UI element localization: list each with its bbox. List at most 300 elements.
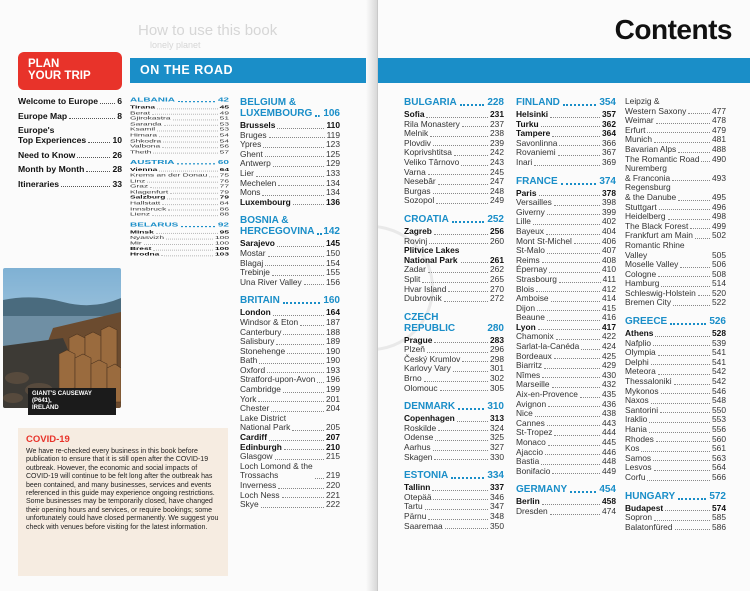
toc-entry-page: 204	[326, 403, 340, 414]
toc-entry-page: 324	[490, 422, 504, 433]
country-heading[interactable]	[240, 97, 340, 119]
country-heading[interactable]	[404, 214, 504, 225]
country-heading[interactable]	[625, 316, 726, 327]
plan-trip-item[interactable]	[18, 96, 122, 106]
toc-entry-name: Prague	[404, 334, 433, 345]
toc-entry-page: 541	[712, 347, 726, 358]
toc-entry-name: Ghent	[240, 148, 263, 159]
country-heading[interactable]	[130, 159, 229, 165]
toc-entry-page: 237	[490, 118, 504, 129]
toc-entry-name: Blois	[516, 283, 535, 294]
toc-entry-name: Olomouc	[404, 382, 438, 393]
toc-entry-name: Rhodes	[625, 433, 654, 444]
toc-entry-page: 296	[490, 344, 504, 355]
country-section	[516, 484, 616, 516]
leader-dots	[536, 291, 600, 292]
plan-trip-item-page: 33	[112, 178, 122, 189]
country-name: BELGIUM & LUXEMBOURG	[240, 97, 313, 119]
toc-entry-page: 239	[490, 137, 504, 148]
leader-dots	[282, 497, 324, 498]
toc-entry-name: Biarritz	[516, 360, 543, 371]
toc-entry-page: 564	[712, 462, 726, 473]
toc-entry-name: Stuttgart	[625, 201, 657, 212]
toc-entry-page: 134	[326, 177, 340, 188]
toc-entry[interactable]	[625, 164, 726, 183]
toc-entry-page: 496	[712, 201, 726, 212]
giants-causeway-photo	[3, 268, 121, 408]
toc-entry[interactable]	[240, 159, 340, 169]
plan-trip-item-label: Month by Month	[18, 164, 85, 174]
toc-entry-name: Ypres	[240, 139, 262, 150]
toc-entry-name: Cambridge	[240, 384, 281, 395]
leader-dots	[542, 504, 600, 505]
contents-title: Contents	[614, 14, 732, 45]
toc-entry-page: 560	[712, 433, 726, 444]
toc-entry-name: Lille	[516, 216, 531, 227]
toc-entry-page: 305	[490, 382, 504, 393]
toc-entry-name: Ksamil	[130, 126, 156, 133]
toc-entry-page: 506	[712, 259, 726, 270]
leader-dots	[651, 403, 710, 404]
toc-entry-name: Graz	[130, 183, 149, 189]
leader-dots	[539, 195, 601, 196]
leader-dots	[170, 193, 217, 194]
toc-entry-page: 542	[712, 376, 726, 387]
toc-entry-page: 64	[219, 166, 229, 173]
toc-entry-name: Mykonos	[625, 385, 659, 396]
leader-dots	[283, 302, 321, 304]
country-heading[interactable]	[625, 491, 726, 502]
leader-dots	[654, 470, 710, 471]
toc-entry-page: 123	[326, 139, 340, 150]
toc-entry[interactable]	[625, 298, 726, 308]
leader-dots	[317, 382, 324, 383]
toc-entry-page: 479	[712, 124, 726, 135]
toc-entry[interactable]	[625, 473, 726, 483]
toc-entry[interactable]	[404, 294, 504, 304]
toc-entry-name: Himara	[130, 131, 157, 138]
leader-dots	[558, 155, 600, 156]
country-heading[interactable]	[404, 470, 504, 481]
toc-entry-page: 399	[602, 206, 616, 217]
plan-trip-item-page: 26	[112, 149, 122, 160]
toc-entry-name: Ajaccio	[516, 446, 543, 457]
toc-entry[interactable]	[240, 198, 340, 208]
leader-dots	[451, 477, 484, 479]
leader-dots	[661, 286, 710, 287]
leader-dots	[649, 422, 710, 423]
toc-entry-page: 367	[602, 147, 616, 158]
toc-entry-name: Bayeux	[516, 225, 544, 236]
toc-entry-name: Sopron	[625, 512, 653, 523]
leader-dots	[580, 397, 600, 398]
toc-entry-page: 220	[326, 480, 340, 490]
toc-entry-name: Athens	[625, 328, 654, 339]
toc-entry[interactable]	[516, 507, 616, 517]
toc-entry[interactable]	[130, 212, 229, 218]
toc-entry-page: 242	[490, 147, 504, 158]
toc-entry-name: London	[240, 307, 271, 318]
toc-entry[interactable]	[240, 414, 340, 433]
toc-entry[interactable]	[404, 196, 504, 206]
toc-entry-page: 77	[219, 183, 229, 189]
toc-entry[interactable]	[130, 149, 229, 155]
toc-entry-page: 201	[326, 393, 340, 404]
country-section	[130, 159, 229, 217]
toc-entry-page: 522	[712, 297, 726, 308]
toc-entry-name: Heidelberg	[625, 211, 666, 222]
toc-entry-name: Bruges	[240, 129, 267, 140]
leader-dots	[680, 267, 710, 268]
country-heading[interactable]	[404, 97, 504, 108]
toc-entry-page: 79	[219, 188, 229, 195]
leader-dots	[556, 339, 600, 340]
country-section	[625, 316, 726, 483]
toc-entry-name: Iraklio	[625, 414, 648, 425]
toc-entry-page: 366	[602, 137, 616, 148]
country-name: BELARUS	[130, 221, 179, 229]
toc-entry-page: 100	[215, 234, 229, 241]
country-heading[interactable]	[130, 222, 229, 228]
toc-entry-name: Leipzig & Western Saxony	[625, 96, 687, 116]
country-page: 526	[709, 316, 726, 328]
leader-dots	[209, 176, 217, 177]
toc-entry-name: Saaremaa	[404, 520, 443, 531]
toc-entry[interactable]	[516, 467, 616, 477]
toc-entry[interactable]	[625, 523, 726, 533]
toc-entry-name: Berlin	[516, 496, 540, 507]
toc-entry-name: Mir	[130, 239, 142, 246]
country-heading[interactable]	[404, 312, 504, 334]
toc-entry-page: 188	[326, 326, 340, 337]
leader-dots	[167, 199, 217, 200]
leader-dots	[668, 219, 711, 220]
toc-entry[interactable]	[130, 252, 229, 258]
toc-entry-name: Skagen	[404, 451, 433, 462]
country-name: GERMANY	[516, 484, 568, 496]
toc-entry-name: Saranda	[130, 120, 162, 127]
toc-entry-page: 231	[490, 109, 504, 119]
leader-dots	[672, 180, 710, 181]
plan-trip-item[interactable]	[18, 150, 122, 160]
toc-entry-page: 154	[326, 257, 340, 268]
toc-entry[interactable]	[404, 453, 504, 463]
leader-dots	[300, 325, 324, 326]
leader-dots	[551, 301, 600, 302]
leader-dots	[654, 520, 710, 521]
toc-entry-name: Regensburg & the Danube	[625, 182, 677, 202]
toc-entry-name: Tartu	[404, 501, 423, 512]
leader-dots	[538, 329, 600, 330]
toc-entry-name: Rila Monastery	[404, 118, 460, 129]
ghost-subtext: lonely planet	[150, 40, 201, 50]
photo-caption: GIANT'S CAUSEWAY (P641), IRELAND	[28, 388, 116, 415]
toc-entry-name: Sarajevo	[240, 238, 275, 249]
country-heading[interactable]	[404, 401, 504, 412]
toc-entry-page: 493	[712, 172, 726, 183]
toc-entry[interactable]	[404, 522, 504, 532]
leader-dots	[651, 364, 710, 365]
leader-dots	[461, 262, 488, 263]
leader-dots	[426, 117, 488, 118]
toc-entry-name: Edinburgh	[240, 441, 282, 452]
leader-dots	[164, 125, 218, 126]
leader-dots	[275, 459, 324, 460]
toc-entry-name: Nyasvizh	[130, 234, 164, 241]
toc-entry-name: Lier	[240, 167, 254, 178]
toc-entry[interactable]	[516, 208, 616, 218]
toc-entry-page: 346	[490, 491, 504, 502]
toc-entry-name: Balatonfüred	[625, 521, 673, 532]
toc-entry-page: 129	[326, 158, 340, 169]
leader-dots	[428, 174, 488, 175]
toc-entry-name: Stratford-upon-Avon	[240, 374, 316, 385]
toc-entry-name: Bordeaux	[516, 350, 552, 361]
toc-entry-name: Meteora	[625, 366, 656, 377]
country-section	[625, 97, 726, 308]
leader-dots	[647, 132, 710, 133]
toc-entry-page: 585	[712, 512, 726, 523]
leader-dots	[690, 228, 710, 229]
toc-entry-name: Chamonix	[516, 331, 554, 342]
toc-entry-page: 261	[490, 254, 504, 265]
leader-dots	[276, 344, 324, 345]
country-heading[interactable]	[240, 295, 340, 306]
toc-entry-name: Brno	[404, 373, 422, 384]
leader-dots	[533, 224, 600, 225]
on-the-road-band	[130, 58, 376, 83]
leader-dots	[152, 215, 218, 216]
country-page: 42	[217, 97, 229, 104]
toc-entry-page: 422	[602, 331, 616, 342]
leader-dots	[173, 120, 218, 121]
leader-dots	[422, 282, 488, 283]
toc-entry[interactable]	[240, 462, 340, 481]
toc-entry[interactable]	[625, 97, 726, 116]
leader-dots	[424, 381, 488, 382]
leader-dots	[256, 176, 324, 177]
plan-trip-item[interactable]	[18, 111, 122, 121]
leader-dots	[448, 291, 488, 292]
toc-entry-name: The Romantic Road	[625, 153, 700, 164]
toc-entry-page: 76	[219, 177, 229, 184]
toc-entry-name: Split	[404, 273, 421, 284]
plan-trip-item-page: 10	[112, 135, 122, 145]
toc-entry-name: Amboise	[516, 293, 549, 304]
toc-entry[interactable]	[240, 278, 340, 288]
leader-dots	[550, 514, 600, 515]
country-page: 60	[217, 159, 229, 166]
leader-dots	[272, 275, 324, 276]
leader-dots	[69, 118, 115, 119]
toc-entry-page: 541	[712, 356, 726, 367]
leader-dots	[261, 507, 324, 508]
leader-dots	[162, 147, 218, 148]
leader-dots	[675, 529, 711, 530]
contents-column-2	[240, 97, 340, 518]
toc-entry-page: 481	[712, 134, 726, 145]
country-section	[240, 215, 340, 287]
leader-dots	[559, 282, 601, 283]
toc-entry-name: Mechelen	[240, 177, 277, 188]
toc-entry-name: Reims	[516, 254, 540, 265]
leader-dots	[168, 210, 217, 211]
toc-entry-name: Koprivshtitsa	[404, 147, 452, 158]
country-page: 106	[323, 108, 340, 119]
country-page: 160	[323, 295, 340, 307]
toc-entry-name: Mostar	[240, 247, 266, 258]
country-section	[240, 97, 340, 207]
leader-dots	[100, 103, 115, 104]
toc-entry[interactable]	[404, 246, 504, 265]
toc-entry-page: 550	[712, 404, 726, 415]
leader-dots	[287, 353, 324, 354]
leader-dots	[438, 430, 488, 431]
country-heading[interactable]	[516, 97, 616, 108]
toc-entry[interactable]	[625, 435, 726, 445]
plan-your-trip-title: PLAN YOUR TRIP	[28, 58, 91, 82]
plan-trip-item-page: 6	[117, 96, 122, 106]
toc-entry-name: Hallstatt	[130, 199, 161, 206]
leader-dots	[458, 408, 484, 410]
toc-entry-page: 495	[712, 191, 726, 202]
leader-dots	[432, 490, 488, 491]
toc-entry-page: 548	[712, 395, 726, 406]
leader-dots	[434, 234, 488, 235]
toc-entry-page: 414	[602, 293, 616, 304]
toc-entry-page: 406	[602, 235, 616, 246]
toc-entry-page: 528	[712, 328, 726, 339]
toc-entry-page: 347	[490, 501, 504, 512]
leader-dots	[547, 425, 600, 426]
plan-trip-item-label: Itineraries	[18, 178, 60, 189]
leader-dots	[550, 117, 600, 118]
leader-dots	[293, 204, 324, 205]
leader-dots	[570, 491, 596, 493]
toc-entry-page: 546	[712, 385, 726, 396]
toc-entry[interactable]	[625, 183, 726, 202]
toc-entry-name: St-Malo	[516, 245, 545, 256]
toc-entry-page: 566	[712, 471, 726, 482]
toc-entry-name: Mont St-Michel	[516, 235, 572, 246]
toc-entry-page: 436	[602, 398, 616, 409]
toc-entry[interactable]	[404, 384, 504, 394]
leader-dots	[548, 445, 600, 446]
toc-entry-name: Gjirokastra	[130, 115, 171, 121]
toc-entry-page: 398	[602, 197, 616, 208]
toc-entry-name: Veliko Târnovo	[404, 156, 460, 167]
toc-entry-page: 586	[712, 521, 726, 532]
leader-dots	[317, 233, 320, 235]
leader-dots	[77, 157, 110, 158]
leader-dots	[563, 104, 596, 106]
toc-entry-name: Tallinn	[404, 482, 431, 493]
leader-dots	[665, 510, 710, 511]
leader-dots	[278, 488, 324, 489]
toc-entry-name: Klagenfurt	[130, 188, 169, 195]
toc-entry-name: Corfu	[625, 471, 646, 482]
country-page: 252	[487, 213, 504, 225]
toc-entry-page: 474	[602, 505, 616, 516]
toc-entry-page: 313	[490, 413, 504, 424]
country-heading[interactable]	[130, 97, 229, 103]
country-page: 454	[599, 484, 616, 496]
toc-entry-page: 245	[490, 166, 504, 177]
toc-entry-name: Hania	[625, 424, 647, 434]
toc-entry-name: The Black Forest	[625, 220, 689, 231]
country-name: CROATIA	[404, 213, 449, 225]
toc-entry-page: 435	[602, 389, 616, 400]
leader-dots	[547, 320, 600, 321]
toc-entry-name: Plzeň	[404, 344, 425, 355]
country-section	[130, 222, 229, 257]
leader-dots	[457, 421, 488, 422]
toc-entry-page: 210	[326, 441, 340, 452]
toc-entry-name: Shkodra	[130, 137, 162, 144]
toc-entry-name: Skye	[240, 499, 259, 510]
right-band	[378, 58, 750, 83]
toc-entry-name: Tampere	[516, 128, 551, 139]
leader-dots	[440, 390, 489, 391]
toc-entry-name: Thessaloniki	[625, 376, 672, 387]
leader-dots	[548, 406, 600, 407]
leader-dots	[181, 226, 215, 227]
toc-entry-page: 54	[219, 137, 229, 144]
country-heading[interactable]	[240, 215, 340, 237]
toc-entry-page: 362	[602, 118, 616, 129]
toc-entry-page: 249	[490, 195, 504, 206]
country-section	[404, 401, 504, 462]
toc-entry-name: Munich	[625, 134, 652, 145]
toc-entry[interactable]	[625, 241, 726, 260]
toc-entry-name: Karlovy Vary	[404, 363, 451, 374]
country-page: 92	[217, 221, 229, 229]
toc-entry-name: Marseille	[516, 379, 550, 390]
leader-dots	[655, 336, 710, 337]
toc-entry-name: Delphi	[625, 356, 649, 367]
leader-dots	[163, 142, 217, 143]
toc-entry-page: 84	[219, 199, 229, 206]
toc-entry-page: 247	[490, 176, 504, 187]
toc-entry-name: Aix-en-Provence	[516, 389, 578, 400]
toc-entry[interactable]	[516, 158, 616, 168]
leader-dots	[315, 115, 320, 117]
country-heading[interactable]	[516, 484, 616, 495]
toc-entry-name: Avignon	[516, 398, 547, 409]
leader-dots	[438, 184, 488, 185]
toc-entry-name: Bath	[240, 355, 258, 366]
toc-entry-page: 57	[219, 148, 229, 155]
toc-entry-page: 221	[326, 489, 340, 500]
toc-entry-page: 378	[602, 187, 616, 198]
plan-trip-item[interactable]	[18, 179, 122, 189]
country-heading[interactable]	[516, 176, 616, 187]
toc-entry-name: Hrodna	[130, 251, 160, 257]
leader-dots	[444, 301, 488, 302]
plan-trip-item[interactable]	[18, 164, 122, 174]
toc-entry-name: Nafplio	[625, 337, 652, 348]
leader-dots	[153, 153, 217, 154]
leader-dots	[144, 244, 213, 245]
toc-entry-page: 478	[712, 115, 726, 126]
toc-entry[interactable]	[240, 500, 340, 510]
toc-entry-name: Innsbruck	[130, 205, 167, 212]
toc-entry-page: 438	[602, 408, 616, 419]
leader-dots	[147, 182, 217, 183]
plan-trip-item[interactable]	[18, 125, 122, 145]
toc-entry-name: Nice	[516, 408, 533, 419]
leader-dots	[678, 152, 710, 153]
